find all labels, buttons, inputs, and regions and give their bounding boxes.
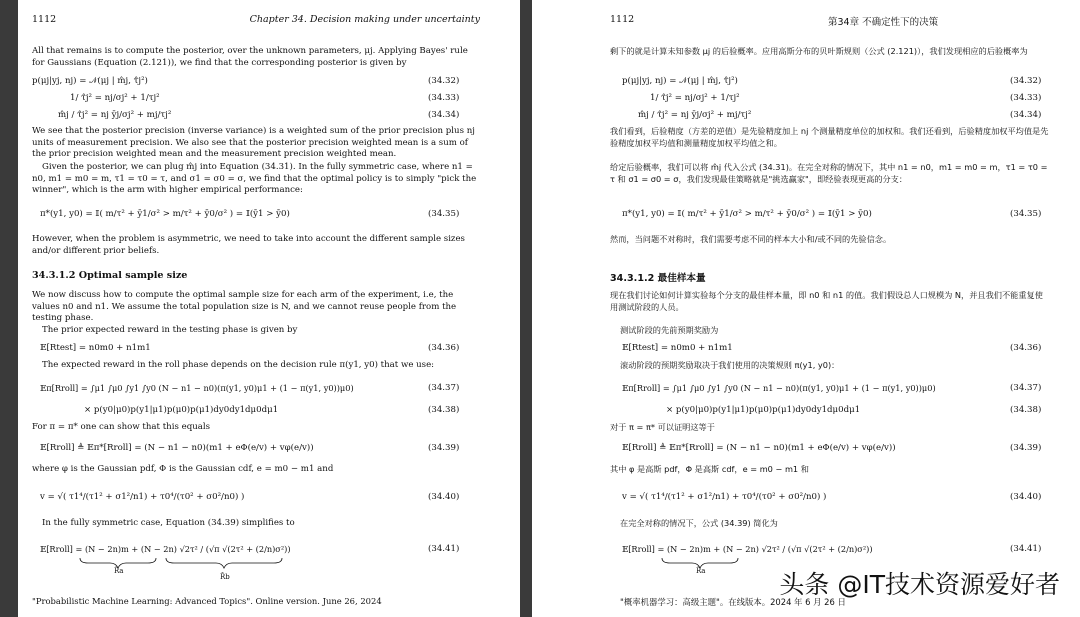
equation: p(μj|yj, nj) = 𝒩(μj | m̂j, τ̂j²) xyxy=(622,76,738,86)
page-footer: "Probabilistic Machine Learning: Advanced Topics". Online version. June 26, 2024 xyxy=(32,596,382,606)
paragraph: 在完全对称的情况下，公式 (34.39) 简化为 xyxy=(620,518,778,528)
paragraph: 我们看到，后验精度（方差的逆值）是先验精度加上 nj 个测量精度单位的加权和。我们还看到，后验精度加权平均值是先验精度加权平均值和测量精度加权平均值之和。 xyxy=(610,126,1049,148)
section-heading: 34.3.1.2 最佳样本量 xyxy=(610,273,706,284)
equation-number: (34.33) xyxy=(428,93,460,103)
chapter-header: 第34章 不确定性下的决策 xyxy=(828,17,939,28)
page-number: 1112 xyxy=(610,14,635,25)
equation: 𝔼π[Rroll] = ∫μ1 ∫μ0 ∫y1 ∫y0 (N − n1 − n0)(π(y1, y0)μ1 + (1 − π(y1, y0))μ0) xyxy=(622,383,936,393)
equation: 1/ τ̂j² = nj/σj² + 1/τj² xyxy=(650,93,740,103)
paragraph: 然而，当问题不对称时，我们需要考虑不同的样本大小和/或不同的先验信念。 xyxy=(610,234,892,244)
brace-label: R̂a xyxy=(696,567,706,575)
equation-number: (34.40) xyxy=(1010,492,1042,502)
equation-number: (34.36) xyxy=(428,343,460,353)
equation-number: (34.37) xyxy=(1010,383,1042,393)
paragraph: 其中 φ 是高斯 pdf，Φ 是高斯 cdf，e = m0 − m1 和 xyxy=(610,464,809,474)
paragraph: Given the posterior, we can plug m̂j into Equation (34.31). In the fully symmetric case, where n1 = n0, m1 = m0 = m, τ1 = τ0 = τ, and σ1 = σ0 = σ, we find that the optimal policy is to simply "pick the winner", which is the arm with higher empirical performance: xyxy=(32,162,477,196)
equation-number: (34.36) xyxy=(1010,343,1042,353)
equation: 1/ τ̂j² = nj/σj² + 1/τj² xyxy=(70,93,160,103)
paragraph: For π = π* one can show that this equals xyxy=(32,422,211,432)
equation: 𝔼[Rroll] ≜ 𝔼π*[Rroll] = (N − n1 − n0)(m1 + eΦ(e/v) + vφ(e/v)) xyxy=(40,443,314,453)
equation-number: (34.41) xyxy=(428,544,460,554)
equation-number: (34.39) xyxy=(428,443,460,453)
equation-number: (34.33) xyxy=(1010,93,1042,103)
paragraph: where φ is the Gaussian pdf, Φ is the Gaussian cdf, e = m0 − m1 and xyxy=(32,464,334,474)
equation-number: (34.34) xyxy=(428,110,460,120)
paragraph: We see that the posterior precision (inverse variance) is a weighted sum of the prior precision plus nj units of measurement precision. We also see that the posterior precision weighted mean is a sum of the prior precision weighted mean and the measurement precision weighted mean. xyxy=(32,126,475,160)
paragraph: 现在我们讨论如何计算实验每个分支的最佳样本量，即 n0 和 n1 的值。我们假设总人口规模为 N，并且我们不能重复使用测试阶段的人员。 xyxy=(610,290,1043,312)
equation-number: (34.37) xyxy=(428,383,460,393)
left-page xyxy=(18,0,520,617)
paragraph: 测试阶段的先前预期奖励为 xyxy=(620,325,719,335)
paragraph: 剩下的就是计算未知参数 μj 的后验概率。应用高斯分布的贝叶斯规则（公式 (2.121)），我们发现相应的后验概率为 xyxy=(610,46,1028,56)
paragraph: All that remains is to compute the posterior, over the unknown parameters, μj. Applying Bayes' rule for Gaussians (Equation (2.121)), we find that the corresponding posterior is given by xyxy=(32,46,468,68)
paragraph: 给定后验概率，我们可以将 m̂j 代入公式 (34.31)。在完全对称的情况下，其中 n1 = n0，m1 = m0 = m，τ1 = τ0 = τ 和 σ1 = σ0 = σ，我们发现最佳策略就是"挑选赢家"，即经验表现更高的分支： xyxy=(610,162,1048,184)
equation: × p(y0|μ0)p(y1|μ1)p(μ0)p(μ1)dy0dy1dμ0dμ1 xyxy=(666,405,861,415)
paragraph: The expected reward in the roll phase depends on the decision rule π(y1, y0) that we use: xyxy=(42,360,435,370)
brace-label: R̂b xyxy=(220,573,230,581)
underbrace xyxy=(78,556,288,576)
equation: p(μj|yj, nj) = 𝒩(μj | m̂j, τ̂j²) xyxy=(32,76,148,86)
paragraph: The prior expected reward in the testing phase is given by xyxy=(42,325,298,335)
equation-number: (34.39) xyxy=(1010,443,1042,453)
watermark: 头条 @IT技术资源爱好者 xyxy=(779,570,1060,599)
page-number: 1112 xyxy=(32,14,57,25)
brace-label: R̂a xyxy=(114,567,124,575)
equation: 𝔼[Rroll] = (N − 2n)m + (N − 2n) √2τ² / (√π √(2τ² + (2/n)σ²)) xyxy=(40,544,291,554)
equation-number: (34.35) xyxy=(428,209,460,219)
paragraph: 滚动阶段的预期奖励取决于我们使用的决策规则 π(y1, y0)： xyxy=(620,360,840,370)
equation: π*(y1, y0) = 𝕀( m/τ² + ȳ1/σ² > m/τ² + ȳ0/σ² ) = 𝕀(ȳ1 > ȳ0) xyxy=(40,209,290,219)
chapter-header: Chapter 34. Decision making under uncertainty xyxy=(249,14,480,25)
equation-number: (34.32) xyxy=(1010,76,1042,86)
equation: m̂j / τ̂j² = nj ȳj/σj² + mj/τj² xyxy=(58,110,172,120)
paragraph: 对于 π = π* 可以证明这等于 xyxy=(610,422,715,432)
equation: 𝔼[Rtest] = n0m0 + n1m1 xyxy=(622,343,733,353)
section-heading: 34.3.1.2 Optimal sample size xyxy=(32,270,188,281)
page-footer: "概率机器学习：高级主题"。在线版本。2024 年 6 月 26 日 xyxy=(620,597,846,607)
paragraph: However, when the problem is asymmetric, we need to take into account the different sample sizes and/or different prior beliefs. xyxy=(32,234,465,256)
equation-number: (34.35) xyxy=(1010,209,1042,219)
equation: × p(y0|μ0)p(y1|μ1)p(μ0)p(μ1)dy0dy1dμ0dμ1 xyxy=(84,405,279,415)
paragraph: In the fully symmetric case, Equation (34.39) simplifies to xyxy=(42,518,295,528)
equation-number: (34.34) xyxy=(1010,110,1042,120)
equation: 𝔼[Rtest] = n0m0 + n1m1 xyxy=(40,343,151,353)
right-page xyxy=(532,0,1080,617)
equation-number: (34.41) xyxy=(1010,544,1042,554)
equation: v = √( τ1⁴/(τ1² + σ1²/n1) + τ0⁴/(τ0² + σ0²/n0) ) xyxy=(40,492,245,502)
paragraph: We now discuss how to compute the optimal sample size for each arm of the experiment, i.e, the values n0 and n1. We assume the total population size is N, and we cannot reuse people from the testing phase. xyxy=(32,290,457,324)
equation-number: (34.38) xyxy=(428,405,460,415)
equation: m̂j / τ̂j² = nj ȳj/σj² + mj/τj² xyxy=(638,110,752,120)
equation: v = √( τ1⁴/(τ1² + σ1²/n1) + τ0⁴/(τ0² + σ0²/n0) ) xyxy=(622,492,827,502)
equation-number: (34.38) xyxy=(1010,405,1042,415)
equation-number: (34.32) xyxy=(428,76,460,86)
equation-number: (34.40) xyxy=(428,492,460,502)
equation: 𝔼[Rroll] ≜ 𝔼π*[Rroll] = (N − n1 − n0)(m1 + eΦ(e/v) + vφ(e/v)) xyxy=(622,443,896,453)
equation: 𝔼π[Rroll] = ∫μ1 ∫μ0 ∫y1 ∫y0 (N − n1 − n0)(π(y1, y0)μ1 + (1 − π(y1, y0))μ0) xyxy=(40,383,354,393)
equation: π*(y1, y0) = 𝕀( m/τ² + ȳ1/σ² > m/τ² + ȳ0/σ² ) = 𝕀(ȳ1 > ȳ0) xyxy=(622,209,872,219)
equation: 𝔼[Rroll] = (N − 2n)m + (N − 2n) √2τ² / (√π √(2τ² + (2/n)σ²)) xyxy=(622,544,873,554)
